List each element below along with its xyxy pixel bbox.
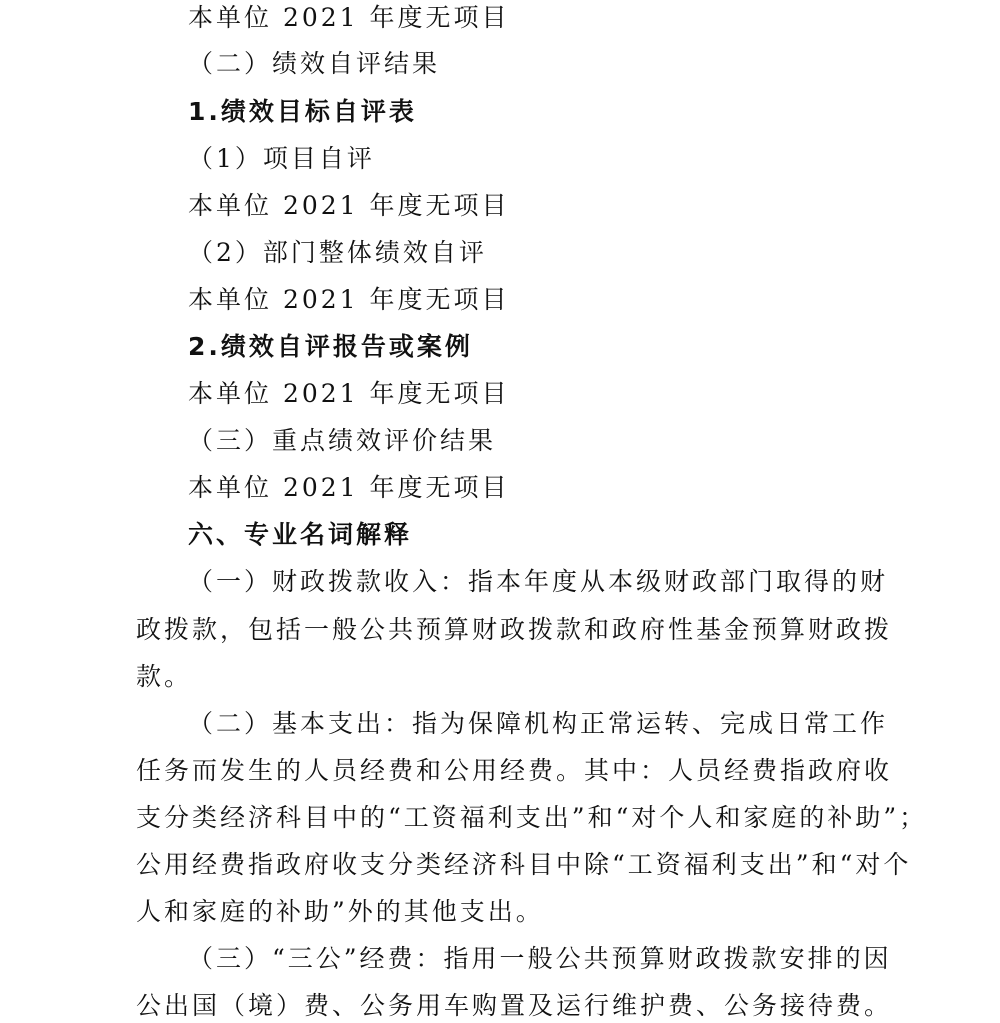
text-line-no-project-1: 本单位 2021 年度无项目 xyxy=(188,3,510,32)
heading-self-evaluation-report: 2.绩效自评报告或案例 xyxy=(188,332,473,361)
paragraph-three-public-line-2: 公出国（境）费、公务用车购置及运行维护费、公务接待费。 xyxy=(136,991,893,1020)
subheading-performance-self-evaluation: （二）绩效自评结果 xyxy=(188,49,441,78)
paragraph-basic-expenditure-line-5: 人和家庭的补助”外的其他支出。 xyxy=(136,897,544,926)
heading-terminology: 六、专业名词解释 xyxy=(188,520,413,549)
text-line-no-project-5: 本单位 2021 年度无项目 xyxy=(188,473,510,502)
paragraph-basic-expenditure-line-3: 支分类经济科目中的“工资福利支出”和“对个人和家庭的补助”； xyxy=(136,803,928,832)
paragraph-basic-expenditure-line-1: （二）基本支出：指为保障机构正常运转、完成日常工作 xyxy=(188,709,889,738)
paragraph-basic-expenditure-line-4: 公用经费指政府收支分类经济科目中除“工资福利支出”和“对个 xyxy=(136,850,912,879)
text-line-no-project-4: 本单位 2021 年度无项目 xyxy=(188,379,510,408)
heading-goal-self-evaluation-table: 1.绩效目标自评表 xyxy=(188,97,417,126)
paragraph-basic-expenditure-line-2: 任务而发生的人员经费和公用经费。其中：人员经费指政府收 xyxy=(136,756,893,785)
paragraph-fiscal-income-line-1: （一）财政拨款收入：指本年度从本级财政部门取得的财 xyxy=(188,567,889,596)
paragraph-fiscal-income-line-2: 政拨款，包括一般公共预算财政拨款和政府性基金预算财政拨 xyxy=(136,615,893,644)
text-line-no-project-3: 本单位 2021 年度无项目 xyxy=(188,285,510,314)
subheading-department-overall-evaluation: （2）部门整体绩效自评 xyxy=(188,238,487,267)
subheading-key-performance-results: （三）重点绩效评价结果 xyxy=(188,426,497,455)
paragraph-fiscal-income-line-3: 款。 xyxy=(136,662,193,691)
subheading-project-self-evaluation: （1）项目自评 xyxy=(188,144,375,173)
paragraph-three-public-line-1: （三）“三公”经费：指用一般公共预算财政拨款安排的因 xyxy=(188,944,892,973)
text-line-no-project-2: 本单位 2021 年度无项目 xyxy=(188,191,510,220)
